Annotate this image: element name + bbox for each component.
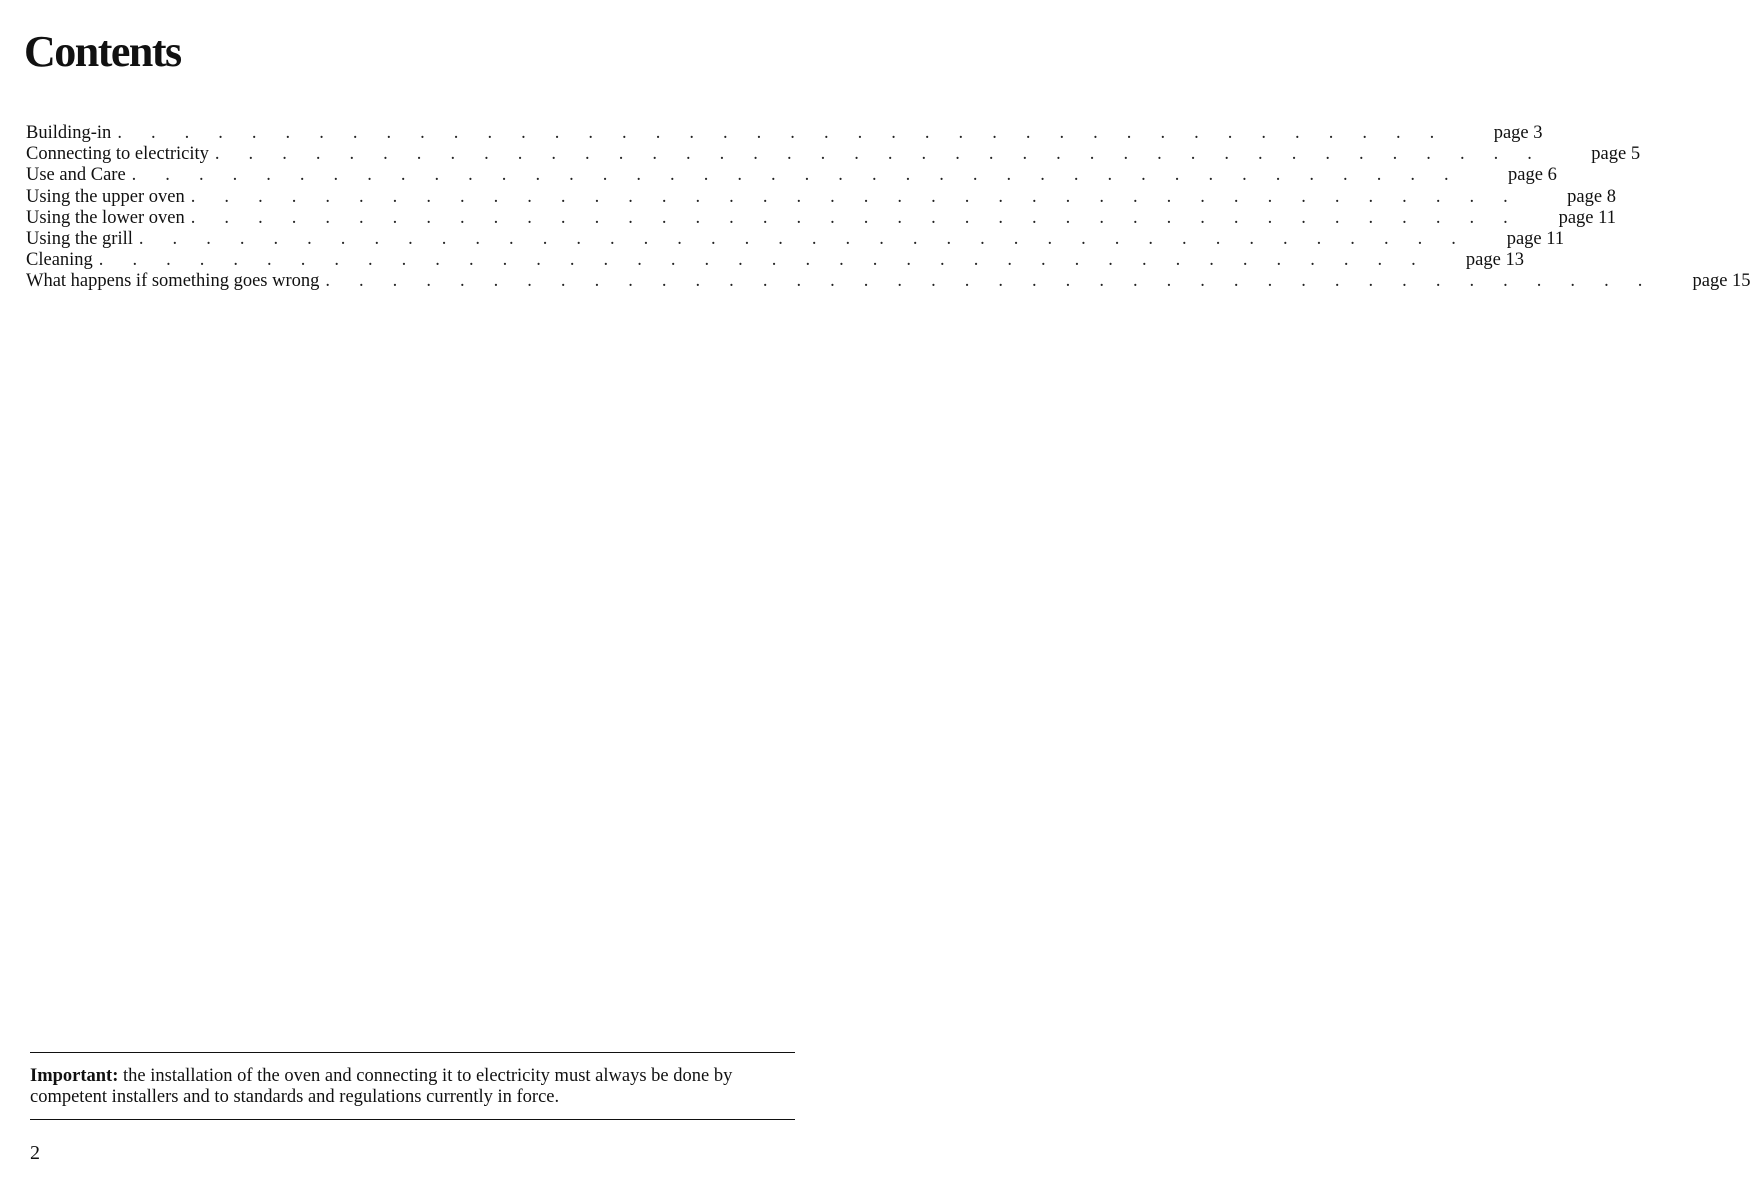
toc-entry-using-the-grill — [26, 228, 1565, 250]
notice-top-divider — [30, 1052, 795, 1053]
toc-dot-leader: . . . . . . . . . . . . . . . . . . . . . . . . . . . . . . . . . . . . . . . . — [190, 207, 1520, 228]
toc-entry-cleaning — [26, 250, 1524, 271]
table-of-contents — [26, 123, 1751, 293]
toc-entry-page: page 15 — [1692, 271, 1751, 292]
toc-entry-what-happens-if-something-goes-wrong — [26, 271, 1751, 292]
toc-entry-page: page 13 — [1465, 250, 1524, 271]
toc-entry-building-in — [26, 123, 1543, 144]
toc-entry-page: page 11 — [1558, 207, 1616, 228]
toc-dot-leader: . . . . . . . . . . . . . . . . . . . . . . . . . . . . . . . . . . . . . . . . — [138, 228, 1469, 249]
toc-dot-leader: . . . . . . . . . . . . . . . . . . . . . . . . . . . . . . . . . . . . . . . . — [190, 186, 1520, 207]
toc-entry-connecting-to-electricity — [26, 144, 1641, 165]
toc-entry-label: Use and Care — [26, 165, 126, 186]
toc-entry-use-and-care — [26, 165, 1557, 186]
toc-entry-label: Using the lower oven — [26, 207, 185, 228]
toc-entry-page: page 11 — [1506, 228, 1565, 249]
toc-entry-using-the-upper-oven — [26, 186, 1616, 208]
toc-entry-label: Cleaning — [26, 250, 93, 271]
toc-dot-leader: . . . . . . . . . . . . . . . . . . . . . . . . . . . . . . . . . . . . . . . . — [117, 123, 1447, 143]
toc-dot-leader: . . . . . . . . . . . . . . . . . . . . . . . . . . . . . . . . . . . . . . . . — [214, 144, 1545, 165]
toc-entry-page: page 6 — [1508, 165, 1557, 186]
toc-entry-label: Connecting to electricity — [26, 144, 209, 165]
toc-entry-label: What happens if something goes wrong — [26, 271, 320, 292]
important-notice-text: the installation of the oven and connecting it to electricity must always be done by competent installers and to standards and regulations currently in force. — [30, 1066, 733, 1107]
page-number: 2 — [30, 1142, 40, 1164]
toc-dot-leader: . . . . . . . . . . . . . . . . . . . . . . . . . . . . . . . . . . . . . . . . — [325, 271, 1655, 292]
important-notice-lead: Important: — [30, 1066, 119, 1086]
toc-entry-page: page 3 — [1493, 123, 1543, 143]
toc-dot-leader: . . . . . . . . . . . . . . . . . . . . . . . . . . . . . . . . . . . . . . . . — [131, 165, 1461, 186]
toc-dot-leader: . . . . . . . . . . . . . . . . . . . . . . . . . . . . . . . . . . . . . . . . — [98, 250, 1428, 271]
page-title: Contents — [24, 27, 181, 76]
toc-entry-page: page 8 — [1567, 186, 1616, 207]
toc-entry-label: Using the grill — [26, 228, 133, 249]
notice-bottom-divider — [30, 1119, 795, 1120]
toc-entry-label: Using the upper oven — [26, 186, 185, 207]
toc-entry-using-the-lower-oven — [26, 207, 1616, 229]
toc-entry-label: Building-in — [26, 123, 112, 143]
toc-entry-page: page 5 — [1591, 144, 1641, 165]
important-notice — [30, 1066, 800, 1108]
